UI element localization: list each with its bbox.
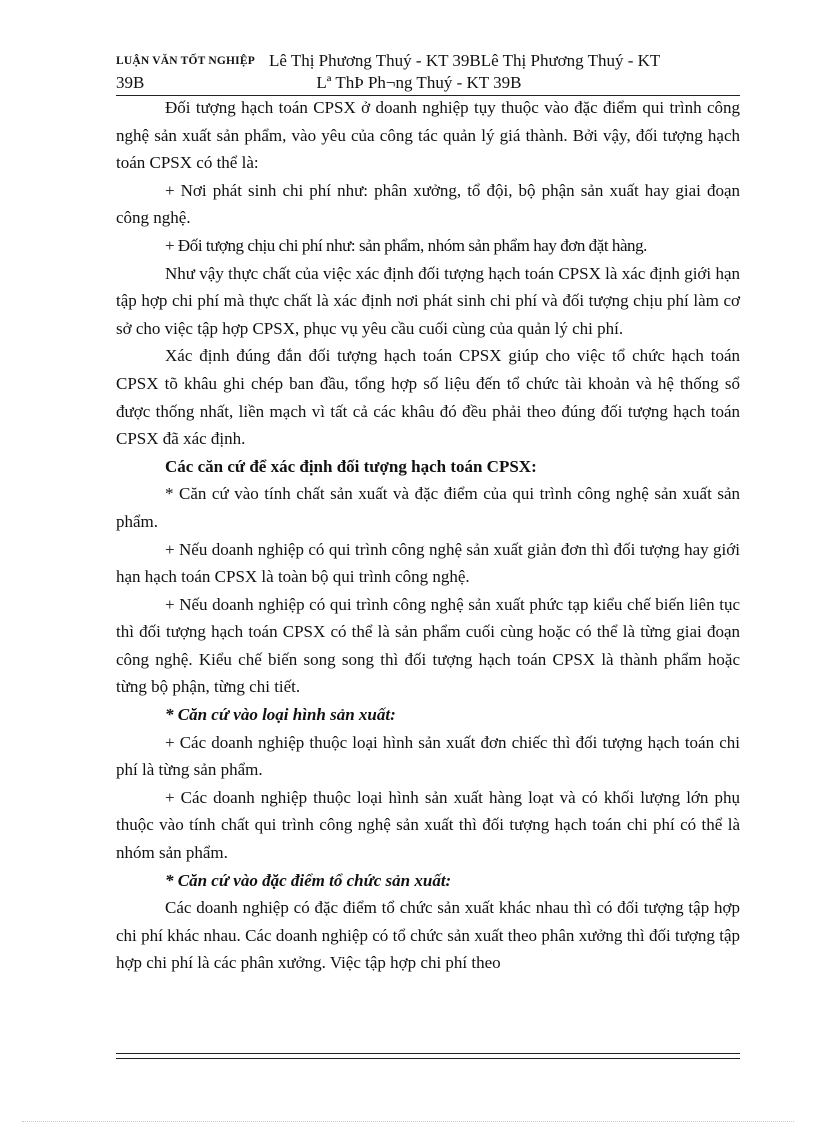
section-heading: Các căn cứ để xác định đối tượng hạch toán CPSX: xyxy=(165,456,537,476)
list-item: + Các doanh nghiệp thuộc loại hình sản xuất đơn chiếc thì đối tượng hạch toán chi phí là từng sản phẩm. xyxy=(116,732,740,780)
page-edge xyxy=(22,1121,794,1122)
document-body xyxy=(116,94,740,977)
page-header xyxy=(116,50,740,96)
list-item: + Đối tượng chịu chi phí như: sản phẩm, nhóm sản phẩm hay đơn đặt hàng. xyxy=(165,235,647,255)
paragraph: Các doanh nghiệp có đặc điểm tổ chức sản xuất khác nhau thì có đối tượng tập hợp chi phí khác nhau. Các doanh nghiệp có tổ chức sản xuất theo phân xưởng thì đối tượng tập hợp chi phí là các phân xưởng. Việc tập hợp chi phí theo xyxy=(116,898,740,973)
list-item: + Nơi phát sinh chi phí như: phân xưởng, tổ đội, bộ phận sản xuất hay giai đoạn công nghệ. xyxy=(116,180,740,228)
list-item: + Nếu doanh nghiệp có qui trình công nghệ sản xuất phức tạp kiểu chế biến liên tục thì đối tượng hạch toán CPSX có thể là sản phẩm cuối cùng hoặc có thể là từng giai đoạn công nghệ. Kiểu chế biến song song thì đối tượng hạch toán CPSX là thành phẩm hoặc từng bộ phận, từng chi tiết. xyxy=(116,594,740,697)
paragraph: Đối tượng hạch toán CPSX ở doanh nghiệp tụy thuộc vào đặc điểm qui trình công nghệ sản xuất sản phẩm, vào yêu của công tác quản lý giá thành. Bởi vậy, đối tượng hạch toán CPSX có thể là: xyxy=(116,98,740,173)
footer-rule xyxy=(116,1053,740,1059)
paragraph: Như vậy thực chất của việc xác định đối tượng hạch toán CPSX là xác định giới hạn tập hợp chi phí mà thực chất là xác định nơi phát sinh chi phí và đối tượng chịu phí làm cơ sở cho việc tập hợp CPSX, phục vụ yêu cầu cuối cùng của quản lý chi phí. xyxy=(116,263,740,338)
author-line-2: Lª ThÞ Ph¬ng Thuý - KT 39B xyxy=(316,73,522,92)
section-subheading: * Căn cứ vào đặc điểm tổ chức sản xuất: xyxy=(165,870,452,890)
header-line-1 xyxy=(116,50,740,72)
list-item: + Nếu doanh nghiệp có qui trình công nghệ sản xuất giản đơn thì đối tượng hay giới hạn hạch toán CPSX là toàn bộ qui trình công nghệ. xyxy=(116,539,740,587)
list-item: + Các doanh nghiệp thuộc loại hình sản xuất hàng loạt và có khối lượng lớn phụ thuộc vào tính chất qui trình công nghệ sản xuất thì đối tượng hạch toán chi phí có thể là nhóm sản phẩm. xyxy=(116,787,740,863)
author-line-1: Lê Thị Phương Thuý - KT 39BLê Thị Phương Thuý - KT xyxy=(268,51,661,70)
paragraph: Xác định đúng đắn đối tượng hạch toán CPSX giúp cho việc tổ chức hạch toán CPSX tõ khâu ghi chép ban đầu, tổng hợp số liệu đến tổ chức tài khoản và hệ thống sổ được thống nhất, liền mạch vì tất cả các khâu đó đều phải theo đúng đối tượng hạch toán CPSX đã xác định. xyxy=(116,346,740,449)
thesis-label: LUẬN VĂN TỐT NGHIỆP xyxy=(116,55,255,67)
section-subheading: * Căn cứ vào loại hình sản xuất: xyxy=(165,705,396,725)
header-line-2 xyxy=(116,72,740,93)
class-code: 39B xyxy=(116,73,145,92)
list-item: * Căn cứ vào tính chất sản xuất và đặc điểm của qui trình công nghệ sản xuất sản phẩm. xyxy=(116,484,740,531)
